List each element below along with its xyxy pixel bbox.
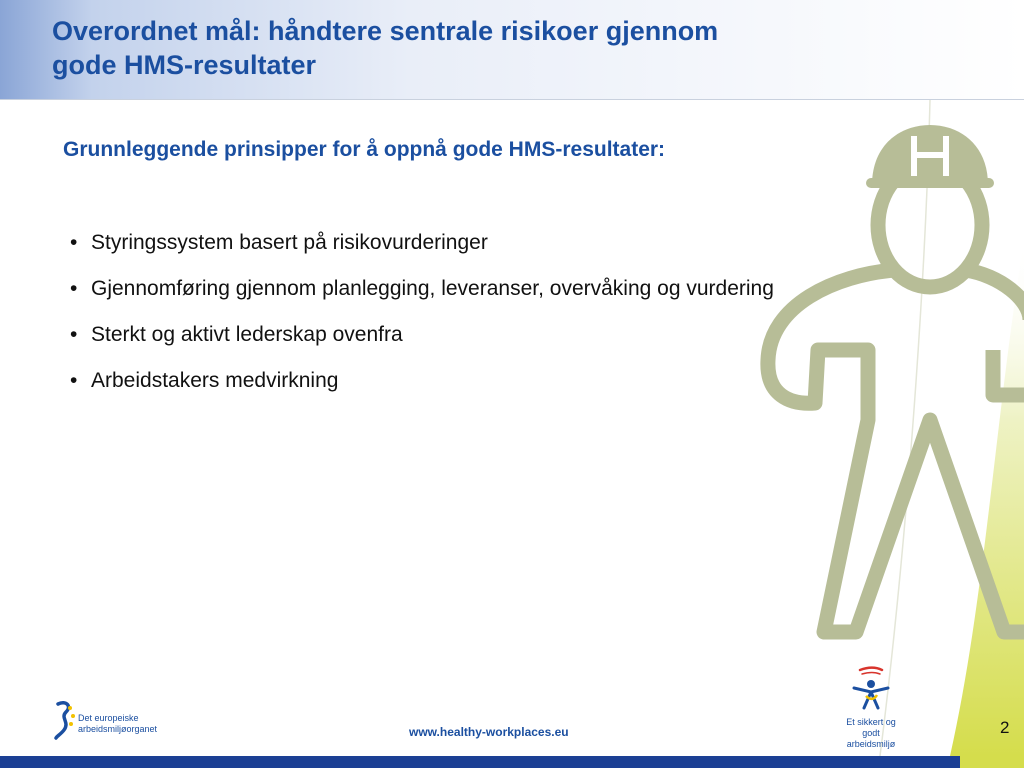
bullet-text: Arbeidstakers medvirkning	[91, 369, 339, 392]
bullet-item	[70, 220, 830, 266]
bullet-text: Styringssystem basert på risikovurderinger	[91, 231, 488, 254]
footer-url-link[interactable]: www.healthy-workplaces.eu	[409, 725, 569, 739]
bullet-icon: •	[70, 231, 78, 254]
bullet-icon: •	[70, 277, 78, 300]
bullet-icon: •	[70, 369, 78, 392]
footer-bar	[0, 756, 1024, 768]
campaign-logo-text	[838, 717, 904, 750]
eu-agency-logo-text	[78, 713, 157, 735]
bullet-text: Gjennomføring gjennom planlegging, leveranser, overvåking og vurdering	[91, 277, 774, 300]
bullet-item	[70, 266, 830, 312]
left-logo-line-1: Det europeiske	[78, 713, 139, 723]
slide-title-line-2: gode HMS-resultater	[52, 50, 317, 80]
slide-title-line-1: Overordnet mål: håndtere sentrale risikoer gjennom	[52, 16, 719, 46]
slide-subtitle: Grunnleggende prinsipper for å oppnå gode HMS-resultater:	[63, 138, 666, 161]
bullet-icon: •	[70, 323, 78, 346]
page-number: 2	[1000, 718, 1010, 737]
bullet-list	[70, 220, 830, 404]
left-logo-line-2: arbeidsmiljøorganet	[78, 724, 158, 734]
bullet-text: Sterkt og aktivt lederskap ovenfra	[91, 323, 403, 346]
right-logo-line-2: arbeidsmiljø	[846, 739, 896, 749]
campaign-figure-logo-icon	[840, 664, 900, 714]
footer-bar-accent	[960, 756, 1024, 768]
bullet-item	[70, 312, 830, 358]
slide-title	[52, 14, 912, 82]
bullet-item	[70, 358, 830, 404]
right-logo-line-1: Et sikkert og godt	[846, 717, 896, 738]
